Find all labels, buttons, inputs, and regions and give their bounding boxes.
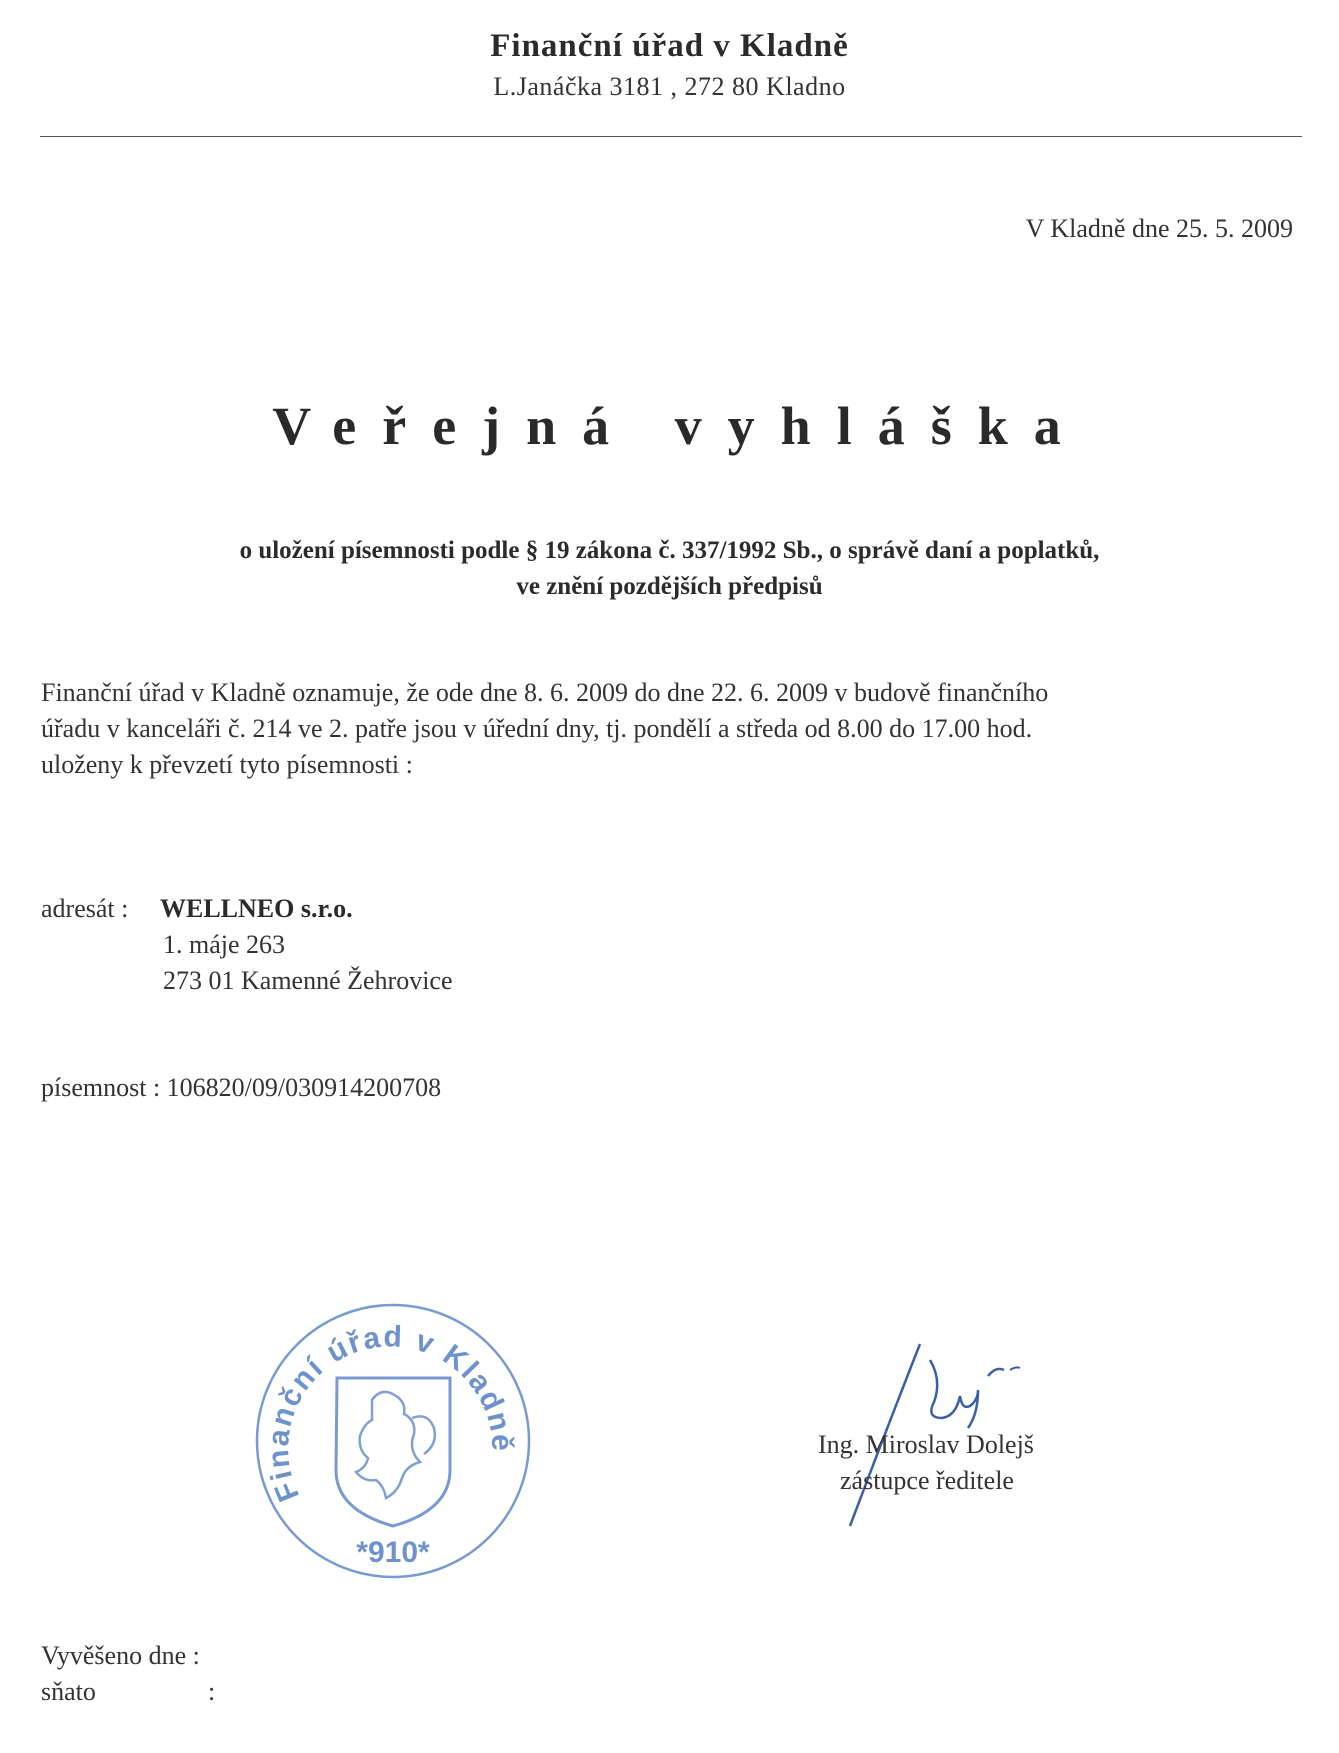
notice-line-2: úřadu v kanceláři č. 214 ve 2. patře jsou v úřední dny, tj. pondělí a středa od 8.00 do 17.00 hod. [41,714,1033,743]
removed-date-label: sňato [41,1677,96,1706]
subtitle-line-2: ve znění pozdějších předpisů [516,573,823,600]
posted-date-label: Vyvěšeno dne : [41,1641,200,1670]
removed-date-colon: : [208,1677,216,1706]
stamp-ring-textpath: Finanční úřad v Kladně [261,1320,519,1507]
office-address: L.Janáčka 3181 , 272 80 Kladno [493,72,846,101]
subtitle-line-1: o uložení písemnosti podle § 19 zákona č. 337/1992 Sb., o správě daní a poplatků, [239,537,1100,564]
office-name: Finanční úřad v Kladně [490,28,849,64]
addressee-street: 1. máje 263 [163,930,286,959]
document-title: Veřejná vyhláška [272,396,1087,456]
header-divider [40,136,1302,137]
signature-stroke-2 [930,1360,1004,1428]
stamp-ring-text [262,1320,519,1506]
stamp-number: *910* [356,1536,430,1569]
lion-tail-icon [412,1416,435,1454]
document-date: V Kladně dne 25. 5. 2009 [1025,214,1293,243]
lion-icon [356,1392,420,1498]
addressee-name: WELLNEO s.r.o. [160,894,353,923]
addressee-label: adresát : [41,894,129,923]
official-stamp [252,1300,534,1582]
signatory-name: Ing. Miroslav Dolejš [818,1430,1034,1459]
signature-stroke-3 [1010,1367,1020,1370]
notice-paragraph [41,675,1291,783]
notice-line-3: uloženy k převzetí tyto písemnosti : [41,750,413,779]
shield-icon [336,1378,450,1526]
addressee-city: 273 01 Kamenné Žehrovice [163,966,453,995]
document-number: písemnost : 106820/09/030914200708 [41,1073,442,1102]
signatory-role: zástupce ředitele [840,1466,1014,1495]
notice-line-1: Finanční úřad v Kladně oznamuje, že ode dne 8. 6. 2009 do dne 22. 6. 2009 v budově finančního [41,678,1049,707]
